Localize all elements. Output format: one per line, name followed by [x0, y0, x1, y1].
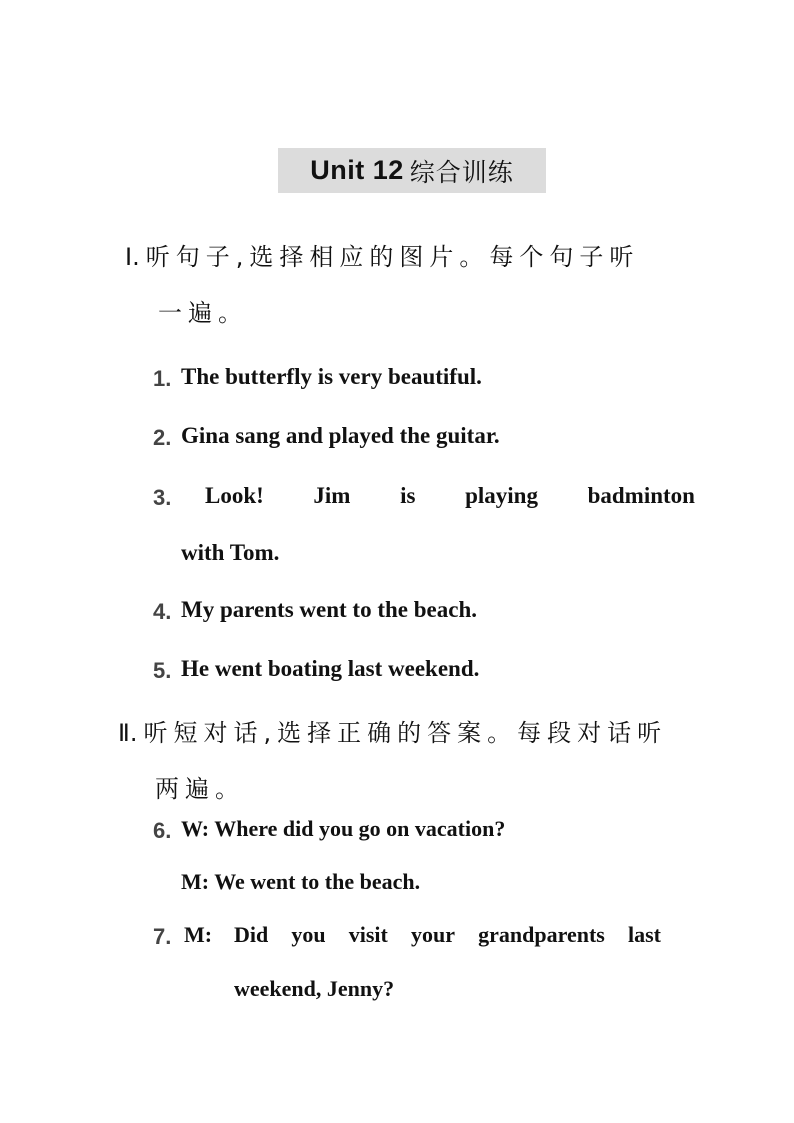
word: Did [234, 922, 269, 947]
word: your [411, 922, 455, 947]
section2-heading [118, 713, 667, 748]
title-en: Unit 12 [310, 155, 404, 185]
title-box [278, 148, 546, 193]
dialogue-line [181, 869, 420, 895]
item-text-cont: with Tom. [181, 540, 280, 565]
title-cn: 综合训练 [409, 157, 514, 187]
item-number: 5. [153, 658, 172, 683]
dialogue-line-justified [234, 922, 661, 948]
item-number: 3. [153, 485, 172, 510]
word: you [291, 922, 326, 947]
item-number: 1. [153, 366, 172, 391]
speaker: M: [181, 869, 210, 894]
word: visit [348, 922, 388, 947]
dialogue-line [181, 816, 505, 842]
dialogue-line-cont: weekend, Jenny? [234, 976, 395, 1001]
section1-numeral: Ⅰ [125, 245, 133, 271]
item-number: 2. [153, 425, 172, 450]
section2-numeral: Ⅱ [118, 721, 130, 747]
section2-instruction: .听短对话,选择正确的答案。每段对话听 [129, 719, 668, 747]
item-text: Gina sang and played the guitar. [181, 423, 500, 448]
word: playing [465, 483, 538, 508]
speaker: M: [184, 922, 213, 947]
item-number: 4. [153, 599, 172, 624]
section1-heading-cont: 一遍。 [158, 299, 248, 327]
section1-instruction: .听句子,选择相应的图片。每个句子听 [132, 243, 640, 271]
item-text-justified [205, 483, 695, 509]
item-number: 7. [153, 924, 172, 949]
utterance: We went to the beach. [214, 869, 421, 894]
item-number: 6. [153, 818, 172, 843]
speaker: W: [181, 816, 210, 841]
word: is [400, 483, 416, 508]
word: grandparents [478, 922, 605, 947]
word: badminton [587, 483, 695, 508]
word: Look! [205, 483, 264, 508]
item-text: He went boating last weekend. [181, 656, 480, 681]
item-text: The butterfly is very beautiful. [181, 364, 482, 389]
section2-heading-cont: 两遍。 [155, 775, 245, 803]
word: Jim [313, 483, 351, 508]
utterance: Where did you go on vacation? [214, 816, 506, 841]
word: last [627, 922, 661, 947]
section1-heading [125, 237, 639, 272]
item-text: My parents went to the beach. [181, 597, 477, 622]
